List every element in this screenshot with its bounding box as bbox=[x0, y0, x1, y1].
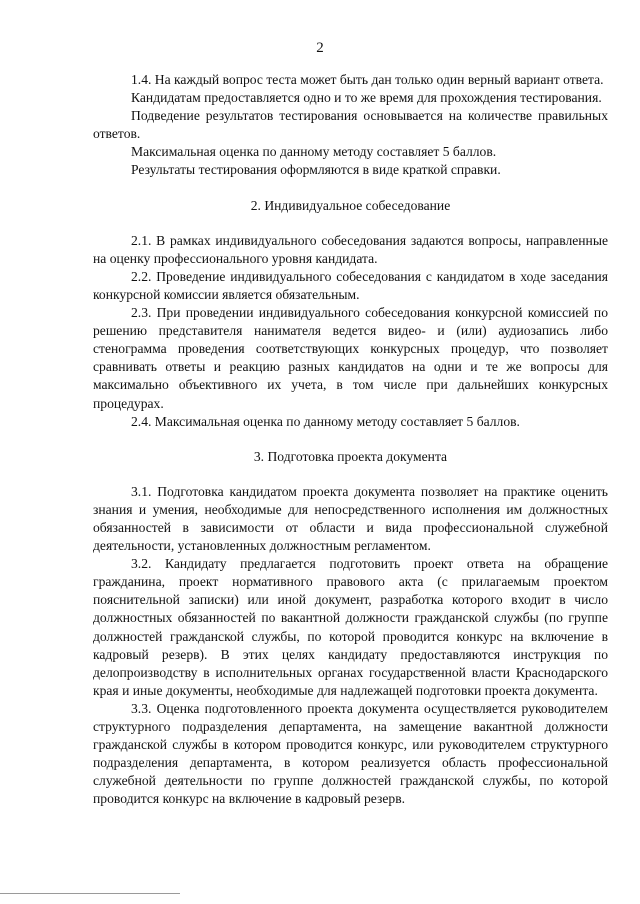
paragraph-2-1: 2.1. В рамках индивидуального собеседования задаются вопросы, направленные на оценку профессионального уровня кандидата. bbox=[93, 232, 608, 266]
document-body bbox=[93, 71, 608, 808]
scan-edge-line bbox=[0, 893, 180, 894]
section-3-heading: 3. Подготовка проекта документа bbox=[253, 448, 448, 464]
paragraph-max-score-1: Максимальная оценка по данному методу составляет 5 баллов. bbox=[131, 144, 497, 160]
paragraph-results-report: Результаты тестирования оформляются в виде краткой справки. bbox=[131, 162, 501, 178]
paragraph-results-basis: Подведение результатов тестирования основывается на количестве правильных ответов. bbox=[93, 108, 608, 142]
section-2-heading: 2. Индивидуальное собеседование bbox=[250, 197, 451, 213]
paragraph-2-4: 2.4. Максимальная оценка по данному методу составляет 5 баллов. bbox=[131, 413, 520, 429]
paragraph-2-2: 2.2. Проведение индивидуального собеседования с кандидатом в ходе заседания конкурсной комиссии является обязательным. bbox=[93, 268, 608, 302]
page-number: 2 bbox=[316, 40, 324, 56]
paragraph-3-1: 3.1. Подготовка кандидатом проекта документа позволяет на практике оценить знания и умения, необходимые для непосредственного исполнения им должностных обязанностей в зависимости от области и вида профессиональной служебной деятельности, установленных должностным регламентом. bbox=[93, 483, 608, 554]
paragraph-3-2: 3.2. Кандидату предлагается подготовить проект ответа на обращение гражданина, проект нормативного правового акта (с прилагаемым проектом пояснительной записки) или иной документ, разработка которого входит в число должностных обязанностей по вакантной должности гражданской службы (по группе должностей гражданской службы, по которой проводится конкурс на включение в кадровый резерв). В этих целях кандидату предоставляются инструкция по делопроизводству в исполнительных органах государственной власти Краснодарского края и иные документы, необходимые для надлежащей подготовки проекта документа. bbox=[93, 556, 608, 698]
paragraph-equal-time: Кандидатам предоставляется одно и то же время для прохождения тестирования. bbox=[131, 90, 602, 106]
paragraph-2-3: 2.3. При проведении индивидуального собеседования конкурсной комиссией по решению представителя нанимателя ведется видео- и (или) аудиозапись либо стенограмма проведения соответствующих конкурсных процедур, что позволяет сравнивать ответы и реакцию разных кандидатов на одни и те же вопросы для максимально объективного их учета, в том числе при дальнейших конкурсных процедурах. bbox=[93, 305, 608, 411]
paragraph-3-3: 3.3. Оценка подготовленного проекта документа осуществляется руководителем структурного подразделения департамента, на замещение вакантной должности гражданской службы в котором проводится конкурс, или руководителем структурного подразделения департамента, в котором реализуется область профессиональной служебной деятельности по группе должностей гражданской службы, по которой проводится конкурс на включение в кадровый резерв. bbox=[93, 700, 608, 807]
paragraph-1-4: 1.4. На каждый вопрос теста может быть дан только один верный вариант ответа. bbox=[131, 72, 604, 87]
